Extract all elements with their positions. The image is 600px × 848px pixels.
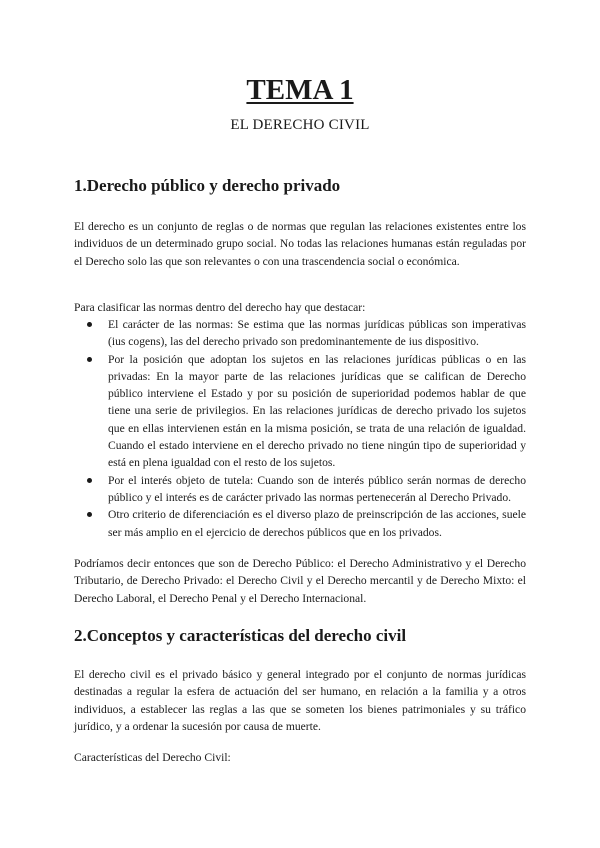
bullet-item <box>74 351 526 472</box>
section-1-lead-paragraph: Para clasificar las normas dentro del derecho hay que destacar: <box>74 301 366 314</box>
bullet-item-text: Otro criterio de diferenciación es el diverso plazo de preinscripción de las acciones, suele ser más amplio en el ejercicio de derechos públicos que en los privados. <box>108 508 526 539</box>
section-1-heading: 1.Derecho público y derecho privado <box>74 176 341 195</box>
bullet-dot-icon <box>87 322 92 327</box>
bullet-dot-icon <box>87 512 92 517</box>
bullet-dot-icon <box>87 478 92 483</box>
bullet-item-text: Por el interés objeto de tutela: Cuando son de interés público serán normas de derecho público y el interés es de carácter privado las normas pertenecerán al Derecho Privado. <box>108 473 526 504</box>
section-1-closing-paragraph: Podríamos decir entonces que son de Derecho Público: el Derecho Administrativo y el Derecho Tributario, de Derecho Privado: el Derecho Civil y el Derecho mercantil y de Derecho Mixto: el Derecho Laboral, el Derecho Penal y el Derecho Internacional. <box>74 557 526 605</box>
characteristics-label: Características del Derecho Civil: <box>74 751 231 764</box>
bullet-dot-icon <box>87 357 92 362</box>
page-subtitle: EL DERECHO CIVIL <box>230 117 370 133</box>
criteria-bullet-list <box>74 316 526 541</box>
bullet-item <box>74 472 526 507</box>
bullet-item <box>74 316 526 351</box>
section-2-heading: 2.Conceptos y características del derecho civil <box>74 626 407 645</box>
section-1-intro-paragraph: El derecho es un conjunto de reglas o de normas que regulan las relaciones existentes entre los individuos de un determinado grupo social. No todas las relaciones humanas están reguladas por el Derecho solo las que son relevantes o con una trascendencia social o económica. <box>74 220 526 268</box>
bullet-item <box>74 506 526 541</box>
bullet-item-text: Por la posición que adoptan los sujetos en las relaciones jurídicas públicas o en las privadas: En la mayor parte de las relaciones jurídicas que se califican de Derecho público interviene el Estado y por su posición de superioridad podemos hablar de que tiene una serie de privilegios. En las relaciones jurídicas de derecho privado los sujetos que en ellas intervienen están en la misma posición, se trata de una relación de igualdad. Cuando el estado interviene en el derecho privado no tiene ningún tipo de superioridad y está en plena igualdad con el resto de los sujetos. <box>108 352 526 470</box>
section-2-intro-paragraph: El derecho civil es el privado básico y general integrado por el conjunto de normas jurídicas destinadas a regular la esfera de actuación del ser humano, en relación a la familia y a otros individuos, a establecer las reglas a las que se someten los bienes patrimoniales y su tráfico jurídico, y a ordenar la sucesión por causa de muerte. <box>74 668 526 733</box>
bullet-item-text: El carácter de las normas: Se estima que las normas jurídicas públicas son imperativas (ius cogens), las del derecho privado son predominantemente de ius dispositivo. <box>108 318 526 349</box>
page-title: TEMA 1 <box>246 74 354 106</box>
